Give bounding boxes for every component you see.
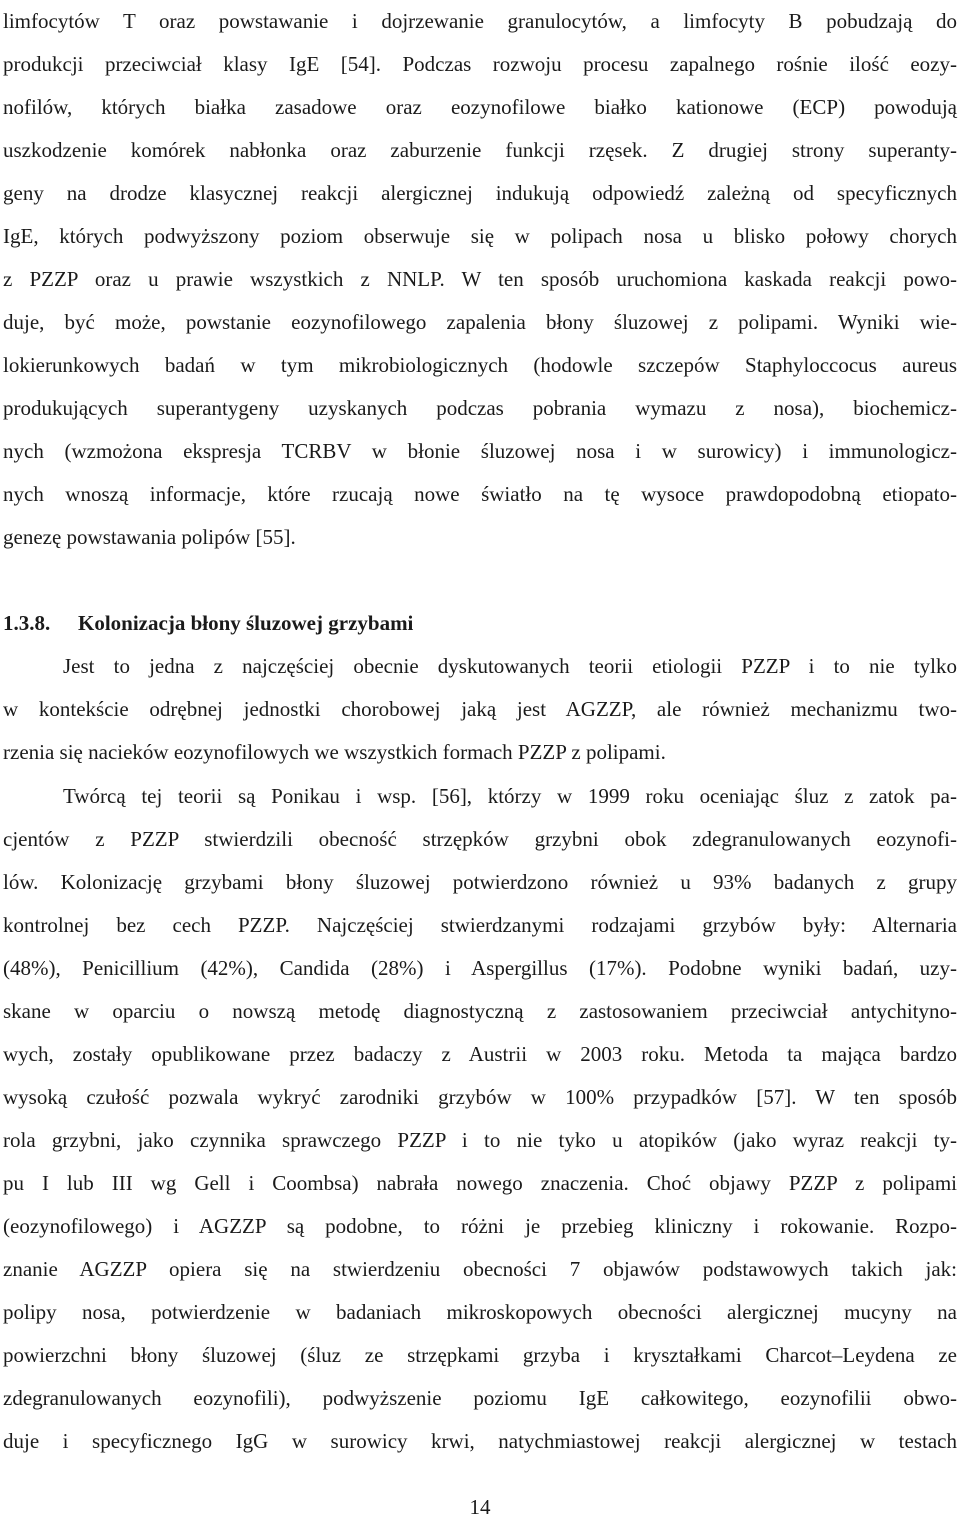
paragraph-1-line-9: lokierunkowych badań w tym mikrobiologicznych (hodowle szczepów Staphyloccocus aureus — [3, 353, 957, 377]
paragraph-1-line-12: nych wnoszą informacje, które rzucają nowe światło na tę wysoce prawdopodobną etiopato- — [3, 482, 957, 506]
paragraph-3-line-2: cjentów z PZZP stwierdzili obecność strzępków grzybni obok zdegranulowanych eozynofi- — [3, 827, 957, 851]
paragraph-3-line-16: duje i specyficznego IgG w surowicy krwi, natychmiastowej reakcji alergicznej w testach — [3, 1429, 957, 1453]
section-number: 1.3.8. — [3, 611, 51, 635]
paragraph-1-line-2: produkcji przeciwciał klasy IgE [54]. Podczas rozwoju procesu zapalnego rośnie ilość eozy- — [3, 52, 957, 76]
paragraph-1-line-11: nych (wzmożona ekspresja TCRBV w błonie śluzowej nosa i w surowicy) i immunologicz- — [3, 439, 957, 463]
paragraph-3-line-15: zdegranulowanych eozynofili), podwyższenie poziomu IgE całkowitego, eozynofilii obwo- — [3, 1386, 957, 1410]
paragraph-3-line-11: (eozynofilowego) i AGZZP są podobne, to różni je przebieg kliniczny i rokowanie. Rozpo- — [3, 1214, 957, 1238]
paragraph-2-line-3: rzenia się nacieków eozynofilowych we wszystkich formach PZZP z polipami. — [3, 740, 666, 764]
paragraph-2-line-1: Jest to jedna z najczęściej obecnie dyskutowanych teorii etiologii PZZP i to nie tylko — [63, 654, 957, 678]
paragraph-3-line-3: lów. Kolonizację grzybami błony śluzowej potwierdzono również u 93% badanych z grupy — [3, 870, 957, 894]
section-heading — [3, 610, 413, 636]
paragraph-3-line-13: polipy nosa, potwierdzenie w badaniach mikroskopowych obecności alergicznej mucyny na — [3, 1300, 957, 1324]
paragraph-1-line-3: nofilów, których białka zasadowe oraz eozynofilowe białko kationowe (ECP) powodują — [3, 95, 957, 119]
paragraph-1-line-1: limfocytów T oraz powstawanie i dojrzewanie granulocytów, a limfocyty B pobudzają do — [3, 9, 957, 33]
paragraph-1-line-10: produkujących superantygeny uzyskanych podczas pobrania wymazu z nosa), biochemicz- — [3, 396, 957, 420]
paragraph-2-line-2: w kontekście odrębnej jednostki chorobowej jaką jest AGZZP, ale również mechanizmu two- — [3, 697, 957, 721]
paragraph-1-line-6: IgE, których podwyższony poziom obserwuje się w polipach nosa u blisko połowy chorych — [3, 224, 957, 248]
paragraph-3-line-4: kontrolnej bez cech PZZP. Najczęściej stwierdzanymi rodzajami grzybów były: Alternaria — [3, 913, 957, 937]
page-number: 14 — [469, 1495, 491, 1519]
paragraph-1-line-8: duje, być może, powstanie eozynofilowego zapalenia błony śluzowej z polipami. Wyniki wie- — [3, 310, 957, 334]
paragraph-3-line-12: znanie AGZZP opiera się na stwierdzeniu obecności 7 objawów podstawowych takich jak: — [3, 1257, 957, 1281]
paragraph-3-line-14: powierzchni błony śluzowej (śluz ze strzępkami grzyba i kryształkami Charcot–Leydena ze — [3, 1343, 957, 1367]
paragraph-1-line-13: genezę powstawania polipów [55]. — [3, 525, 296, 549]
paragraph-3-line-9: rola grzybni, jako czynnika sprawczego PZZP i to nie tyko u atopików (jako wyraz reakcji ty- — [3, 1128, 957, 1152]
paragraph-3-line-7: wych, zostały opublikowane przez badaczy z Austrii w 2003 roku. Metoda ta mająca bardzo — [3, 1042, 957, 1066]
paragraph-1-line-4: uszkodzenie komórek nabłonka oraz zaburzenie funkcji rzęsek. Z drugiej strony superanty- — [3, 138, 957, 162]
paragraph-1-line-7: z PZZP oraz u prawie wszystkich z NNLP. W ten sposób uruchomiona kaskada reakcji powo- — [3, 267, 957, 291]
paragraph-1-line-5: geny na drodze klasycznej reakcji alergicznej indukują odpowiedź zależną od specyficznych — [3, 181, 957, 205]
paragraph-3-line-6: skane w oparciu o nowszą metodę diagnostyczną z zastosowaniem przeciwciał antychityno- — [3, 999, 957, 1023]
paragraph-3-line-10: pu I lub III wg Gell i Coombsa) nabrała nowego znaczenia. Choć objawy PZZP z polipami — [3, 1171, 957, 1195]
section-title: Kolonizacja błony śluzowej grzybami — [78, 611, 414, 635]
paragraph-3-line-5: (48%), Penicillium (42%), Candida (28%) i Aspergillus (17%). Podobne wyniki badań, uzy- — [3, 956, 957, 980]
paragraph-3-line-8: wysoką czułość pozwala wykryć zarodniki grzybów w 100% przypadków [57]. W ten sposób — [3, 1085, 957, 1109]
paragraph-3-line-1: Twórcą tej teorii są Ponikau i wsp. [56], którzy w 1999 roku oceniając śluz z zatok pa- — [63, 784, 957, 808]
